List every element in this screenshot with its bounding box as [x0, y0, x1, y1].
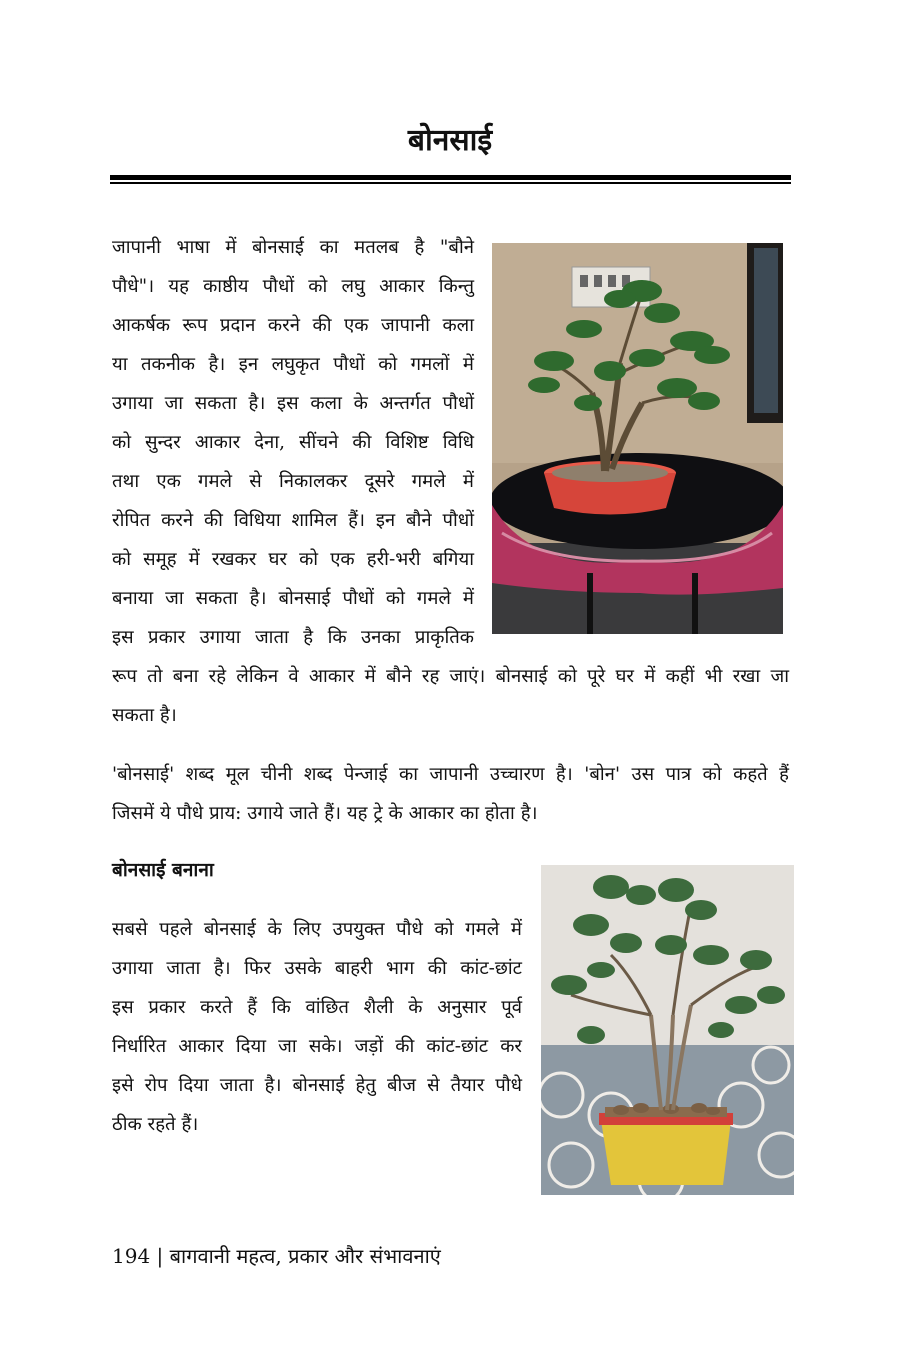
text-line: सकता है। — [112, 705, 177, 726]
text-line: निर्धारित आकार दिया जा सके। जड़ों की कांट-छांट कर — [112, 1036, 522, 1057]
title-rule-thin — [110, 182, 791, 184]
text-line: सबसे पहले बोनसाई के लिए उपयुक्त पौधे को गमले में — [112, 919, 522, 940]
text-line: उगाया जाता है। फिर उसके बाहरी भाग की कांट-छांट — [112, 958, 522, 979]
text-line: तथा एक गमले से निकालकर दूसरे गमले में — [112, 471, 474, 492]
section-heading: बोनसाई बनाना — [112, 859, 214, 881]
text-line: रूप तो बना रहे लेकिन वे आकार में बौने रह जाएं। बोनसाई को पूरे घर में कहीं भी रखा जा — [112, 666, 789, 687]
text-line: 'बोनसाई' शब्द मूल चीनी शब्द पेन्जाई का जापानी उच्चारण है। 'बोन' उस पात्र को कहते हैं — [112, 764, 789, 785]
bonsai-rubber-plant-photo — [541, 865, 794, 1195]
text-line: आकर्षक रूप प्रदान करने की एक जापानी कला — [112, 315, 474, 336]
text-line: इस प्रकार उगाया जाता है कि उनका प्राकृतिक — [112, 627, 474, 648]
text-line: इस प्रकार करते हैं कि वांछित शैली के अनुसार पूर्व — [112, 997, 522, 1018]
text-line: जापानी भाषा में बोनसाई का मतलब है "बौने — [112, 237, 474, 258]
title-rule-thick — [110, 175, 791, 180]
text-line: ठीक रहते हैं। — [112, 1114, 199, 1135]
text-line: उगाया जा सकता है। इस कला के अन्तर्गत पौधों — [112, 393, 474, 414]
page-title: बोनसाई — [407, 123, 493, 158]
text-line: या तकनीक है। इन लघुकृत पौधों को गमलों में — [112, 354, 474, 375]
text-line: को सुन्दर आकार देना, सींचने की विशिष्ट विधि — [112, 432, 474, 453]
text-line: बनाया जा सकता है। बोनसाई पौधों को गमले में — [112, 588, 474, 609]
text-line: रोपित करने की विधिया शामिल हैं। इन बौने पौधों — [112, 510, 474, 531]
text-line: को समूह में रखकर घर को एक हरी-भरी बगिया — [112, 549, 474, 570]
bonsai-ficus-photo — [492, 243, 783, 634]
page-footer: 194 | बागवानी महत्व, प्रकार और संभावनाएं — [112, 1244, 441, 1268]
text-line: इसे रोप दिया जाता है। बोनसाई हेतु बीज से तैयार पौधे — [112, 1075, 522, 1096]
text-line: जिसमें ये पौधे प्राय: उगाये जाते हैं। यह ट्रे के आकार का होता है। — [112, 803, 538, 824]
text-line: पौधे"। यह काष्ठीय पौधों को लघु आकार किन्तु — [112, 276, 474, 297]
